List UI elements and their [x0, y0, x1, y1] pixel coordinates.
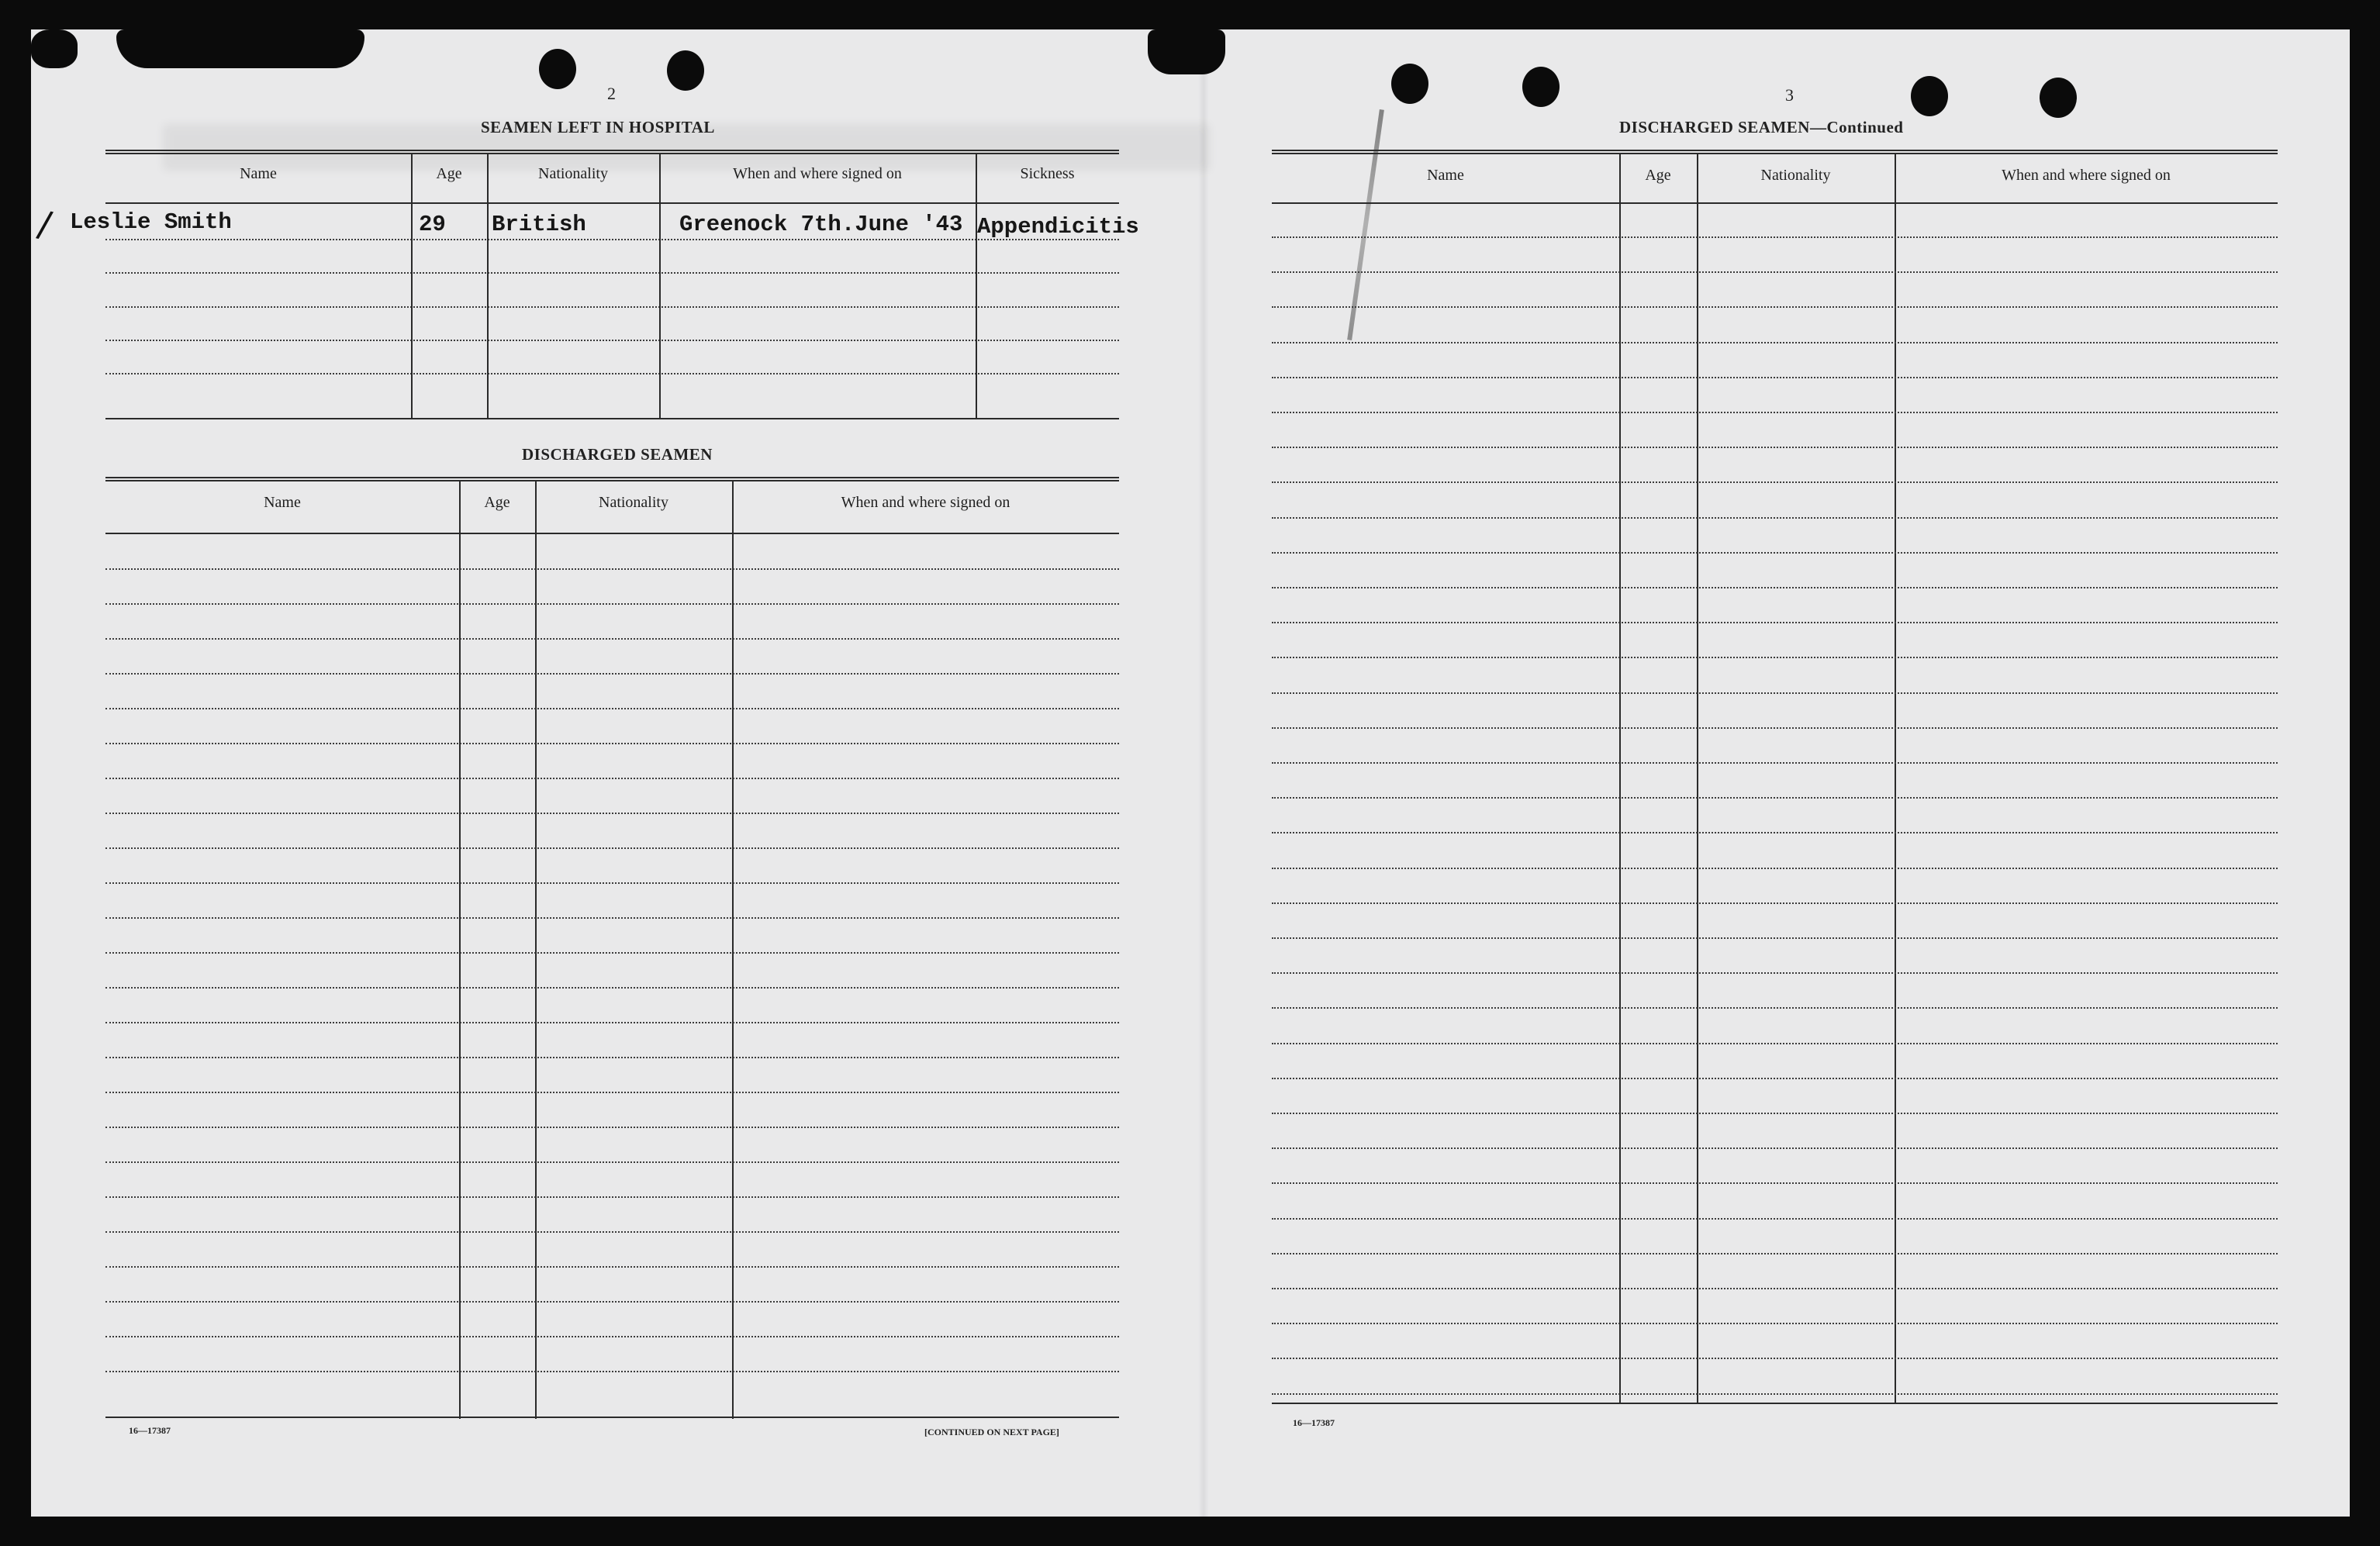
row-rule: [1272, 1218, 2278, 1220]
row-rule: [105, 1057, 1119, 1058]
row-rule: [1272, 1007, 2278, 1009]
row-rule: [1272, 1113, 2278, 1114]
column-divider: [1619, 153, 1621, 1404]
hospital-entry-sickness: Appendicitis: [977, 214, 1139, 240]
column-header-signed-on: When and where signed on: [841, 494, 1010, 511]
hospital-entry-nationality: British: [492, 212, 586, 237]
table-top-rule: [1272, 150, 2278, 154]
row-rule: [1272, 832, 2278, 833]
column-header-name: Name: [1427, 167, 1464, 184]
row-rule: [1272, 797, 2278, 799]
punch-hole: [1391, 64, 1428, 104]
row-rule: [105, 1127, 1119, 1128]
column-header-age: Age: [436, 165, 462, 182]
row-rule: [1272, 552, 2278, 554]
hospital-entry-signed-on: Greenock 7th.June '43: [679, 212, 963, 237]
column-divider: [411, 153, 413, 418]
column-header-sickness: Sickness: [1020, 165, 1075, 182]
ink-blot: [116, 29, 364, 68]
row-rule: [105, 743, 1119, 744]
header-rule: [1272, 202, 2278, 204]
column-header-nationality: Nationality: [599, 494, 668, 511]
hospital-table: [105, 150, 1119, 421]
form-number-left: 16—17387: [129, 1425, 171, 1436]
column-divider: [535, 480, 537, 1419]
row-rule: [105, 340, 1119, 341]
table-top-rule: [105, 477, 1119, 481]
punch-hole: [2040, 78, 2077, 118]
table-bottom-rule: [105, 1417, 1119, 1418]
row-rule: [105, 847, 1119, 849]
column-divider: [1895, 153, 1896, 1404]
row-rule: [1272, 1288, 2278, 1289]
row-rule: [105, 1092, 1119, 1093]
discharged-section-title: DISCHARGED SEAMEN: [522, 445, 713, 464]
row-rule: [1272, 1358, 2278, 1359]
row-rule: [105, 813, 1119, 814]
row-rule: [105, 778, 1119, 779]
row-rule: [1272, 657, 2278, 658]
row-rule: [1272, 236, 2278, 238]
punch-hole: [1522, 67, 1560, 107]
row-rule: [1272, 622, 2278, 623]
hospital-entry-age: 29: [419, 212, 446, 237]
column-divider: [732, 480, 734, 1419]
row-rule: [105, 272, 1119, 274]
row-rule: [105, 1231, 1119, 1233]
hospital-entry-name: Leslie Smith: [70, 209, 232, 235]
row-rule: [105, 638, 1119, 640]
row-rule: [105, 603, 1119, 605]
row-rule: [1272, 1147, 2278, 1149]
punch-hole: [1911, 76, 1948, 116]
header-rule: [105, 202, 1119, 204]
form-number-right: 16—17387: [1293, 1417, 1335, 1428]
column-divider: [459, 480, 461, 1419]
page-number-left: 2: [607, 84, 616, 103]
row-rule: [105, 1196, 1119, 1198]
row-rule: [105, 1022, 1119, 1023]
row-rule: [1272, 1393, 2278, 1395]
table-bottom-rule: [1272, 1403, 2278, 1404]
row-rule: [105, 306, 1119, 308]
row-rule: [1272, 306, 2278, 308]
column-header-nationality: Nationality: [1760, 167, 1831, 184]
row-rule: [1272, 342, 2278, 343]
row-rule: [1272, 1043, 2278, 1044]
row-rule: [105, 373, 1119, 374]
row-rule: [1272, 377, 2278, 378]
column-divider: [976, 153, 977, 418]
page-number-right: 3: [1785, 85, 1794, 105]
check-mark: /: [34, 202, 55, 247]
row-rule: [105, 1301, 1119, 1303]
row-rule: [1272, 271, 2278, 273]
row-rule: [105, 987, 1119, 989]
column-header-signed-on: When and where signed on: [733, 165, 902, 182]
row-rule: [1272, 692, 2278, 694]
row-rule: [105, 882, 1119, 884]
column-divider: [1697, 153, 1698, 1404]
row-rule: [1272, 972, 2278, 974]
row-rule: [105, 1161, 1119, 1163]
column-header-name: Name: [264, 494, 301, 511]
row-rule: [105, 708, 1119, 709]
column-header-signed-on: When and where signed on: [2002, 167, 2171, 184]
row-rule: [1272, 1323, 2278, 1324]
row-rule: [1272, 481, 2278, 483]
row-rule: [105, 673, 1119, 675]
row-rule: [105, 1266, 1119, 1268]
discharged-table-left: [105, 477, 1119, 1419]
row-rule: [1272, 902, 2278, 904]
table-bottom-rule: [105, 418, 1119, 419]
row-rule: [105, 239, 1119, 240]
row-rule: [105, 952, 1119, 954]
column-header-nationality: Nationality: [538, 165, 608, 182]
row-rule: [1272, 412, 2278, 413]
column-header-name: Name: [240, 165, 277, 182]
row-rule: [1272, 1182, 2278, 1184]
row-rule: [1272, 587, 2278, 588]
row-rule: [1272, 1253, 2278, 1254]
row-rule: [1272, 447, 2278, 448]
punch-hole: [539, 49, 576, 89]
row-rule: [105, 1336, 1119, 1337]
row-rule: [1272, 517, 2278, 519]
continued-note: [CONTINUED ON NEXT PAGE]: [924, 1427, 1059, 1437]
row-rule: [105, 917, 1119, 919]
column-header-age: Age: [1645, 167, 1671, 184]
punch-hole: [667, 50, 704, 91]
discharged-table-right: [1272, 150, 2278, 1406]
row-rule: [105, 1371, 1119, 1372]
center-fold: [1198, 29, 1209, 1517]
row-rule: [105, 568, 1119, 570]
row-rule: [1272, 868, 2278, 869]
ink-blot: [1148, 29, 1225, 74]
column-divider: [659, 153, 661, 418]
ink-blot: [31, 29, 78, 68]
table-top-rule: [105, 150, 1119, 154]
row-rule: [1272, 762, 2278, 764]
row-rule: [1272, 727, 2278, 729]
column-divider: [487, 153, 489, 418]
header-rule: [105, 533, 1119, 534]
column-header-age: Age: [484, 494, 510, 511]
row-rule: [1272, 937, 2278, 939]
hospital-section-title: SEAMEN LEFT IN HOSPITAL: [481, 118, 715, 136]
discharged-continued-title: DISCHARGED SEAMEN—Continued: [1619, 118, 1904, 136]
row-rule: [1272, 1078, 2278, 1079]
